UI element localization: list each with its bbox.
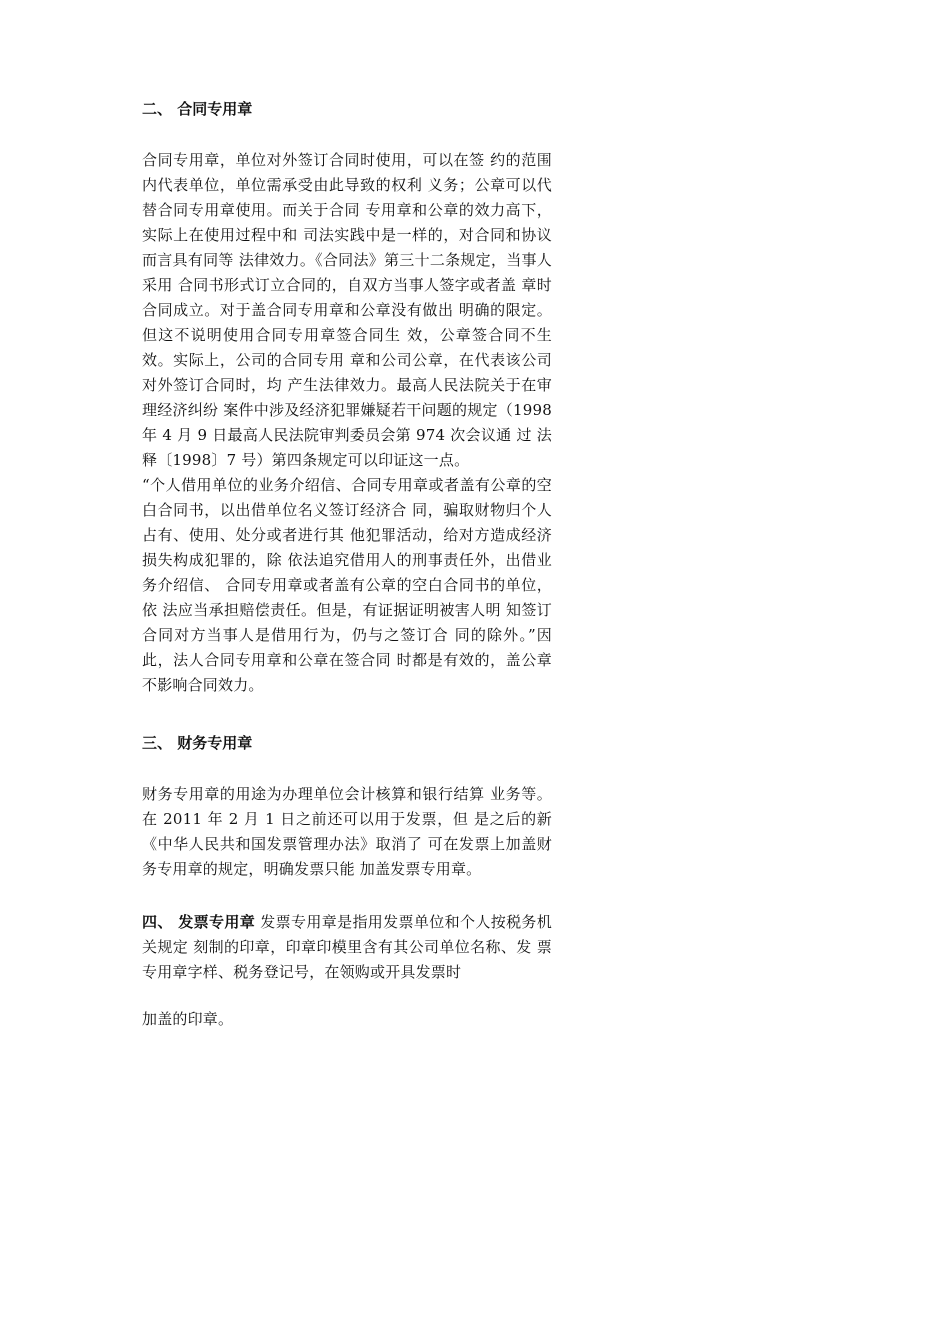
section-heading-finance-seal: 三、 财务专用章 [142, 734, 253, 752]
invoice-seal-text: 发票专用章是指用发票单位和个人按税务机关规定 刻制的印章，印章印模里含有其公司单位名称、发 票专用章字样、税务登记号，在领购或开具发票时 [142, 913, 552, 981]
finance-seal-paragraph: 财务专用章的用途为办理单位会计核算和银行结算 业务等。在 2011 年 2 月 1 日之前还可以用于发票，但 是之后的新《中华人民共和国发票管理办法》取消了 可在发票上加盖财务专用章的规定，明确发票只能 加盖发票专用章。 [142, 785, 552, 878]
document-page [142, 92, 552, 1032]
spacer [142, 760, 552, 782]
contract-seal-paragraph: 合同专用章，单位对外签订合同时使用，可以在签 约的范围内代表单位，单位需承受由此导致的权利 义务；公章可以代替合同专用章使用。而关于合同 专用章和公章的效力高下，实际上在使用过程中和 司法实践中是一样的，对合同和协议而言具有同等 法律效力。《合同法》第三十二条规定，当事人采用 合同书形式订立合同的，自双方当事人签字或者盖 章时合同成立。对于盖合同专用章和公章没有做出 明确的限定。但这不说明使用合同专用章签合同生 效，公章签合同不生效。实际上，公司的合同专用 章和公司公章，在代表该公司对外签订合同时，均 产生法律效力。最高人民法院关于在审理经济纠纷 案件中涉及经济犯罪嫌疑若干问题的规定（1998 年 4 月 9 日最高人民法院审判委员会第 974 次会议通 过 法释〔1998〕7 号）第四条规定可以印证这一点。 [142, 151, 552, 469]
section-heading-invoice-seal: 四、 发票专用章 [142, 913, 256, 931]
invoice-seal-paragraph [142, 910, 552, 985]
contract-seal-quote-paragraph: “个人借用单位的业务介绍信、合同专用章或者盖有公章的空白合同书，以出借单位名义签订经济合 同，骗取财物归个人占有、使用、处分或者进行其 他犯罪活动，给对方造成经济损失构成犯罪的，除 依法追究借用人的刑事责任外，出借业务介绍信、 合同专用章或者盖有公章的空白合同书的单位，依 法应当承担赔偿责任。但是，有证据证明被害人明 知签订合同对方当事人是借用行为，仍与之签订合 同的除外。”因此，法人合同专用章和公章在签合同 时都是有效的，盖公章不影响合同效力。 [142, 476, 552, 694]
spacer [142, 882, 552, 910]
spacer [142, 126, 552, 148]
invoice-seal-continuation: 加盖的印章。 [142, 1010, 234, 1028]
spacer [142, 698, 552, 726]
spacer [142, 985, 552, 1007]
section-heading-contract-seal: 二、 合同专用章 [142, 100, 253, 118]
